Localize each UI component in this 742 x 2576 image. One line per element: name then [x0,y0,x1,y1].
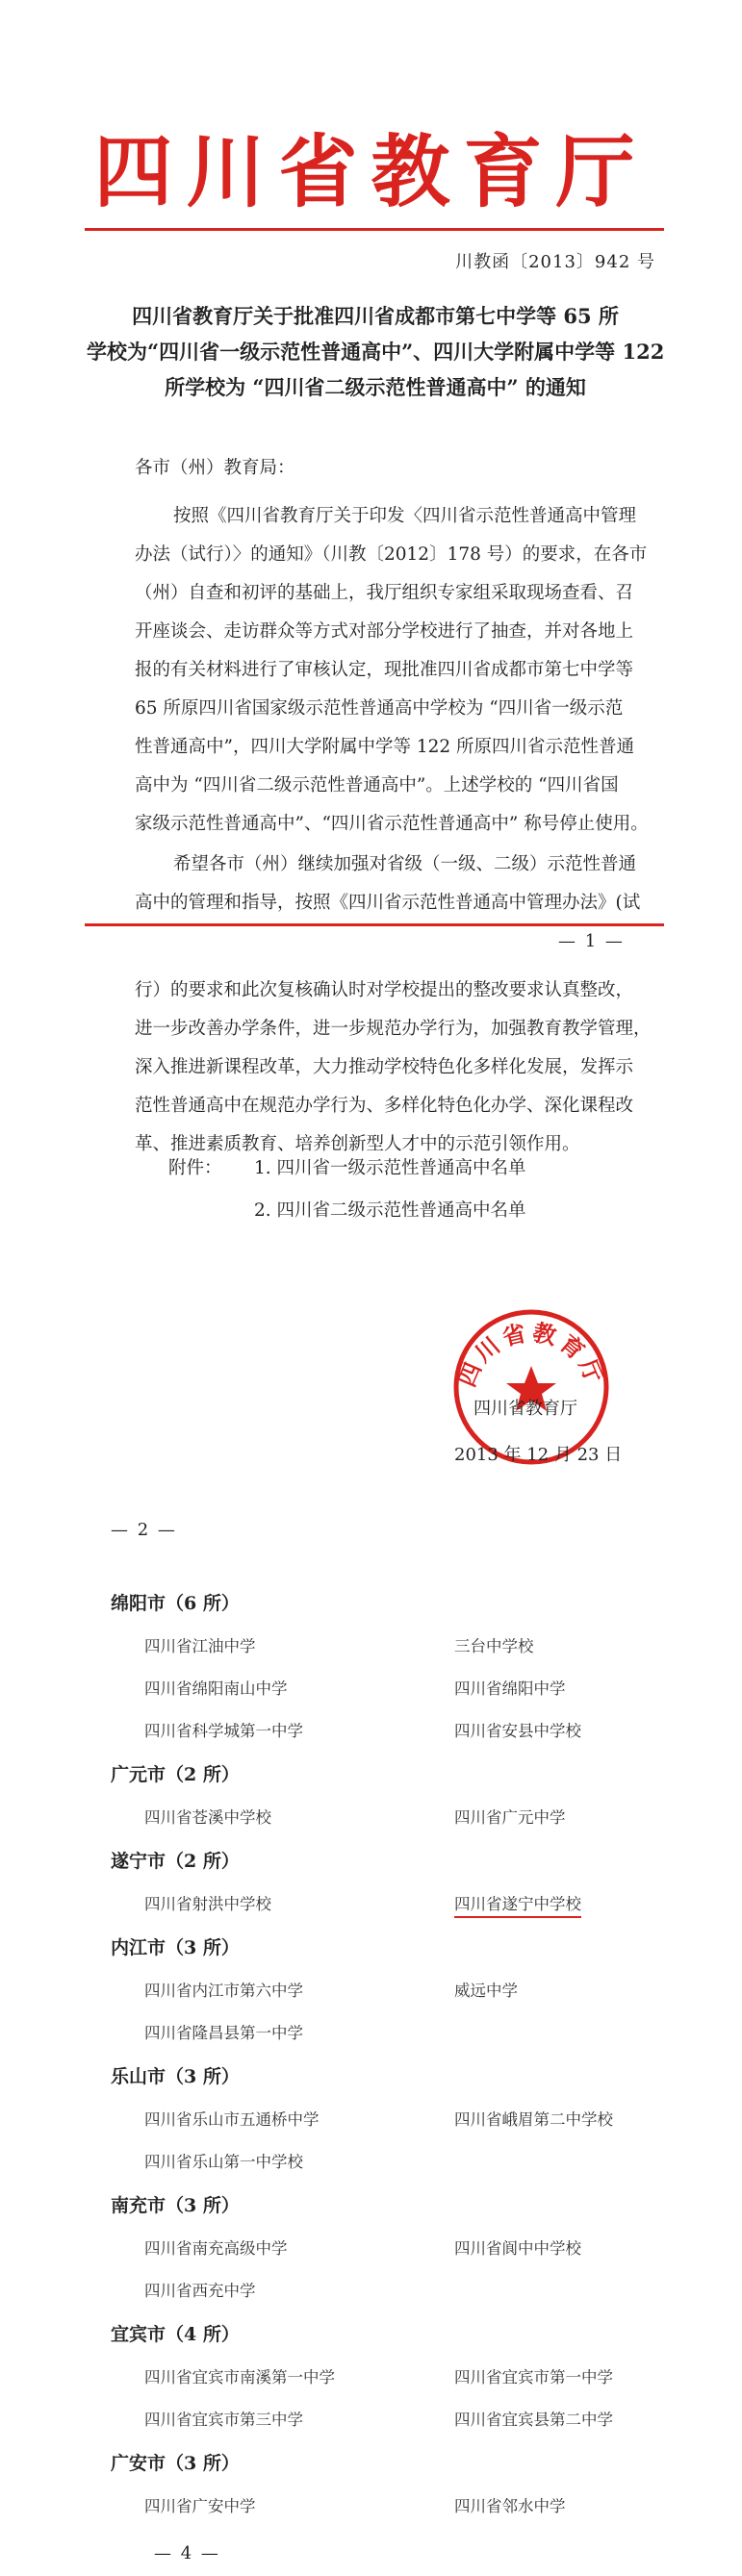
school-name: 四川省峨眉第二中学校 [454,2110,613,2129]
body-paragraph-1 [135,497,664,844]
text-line: 进一步改善办学条件，进一步规范办学行为，加强教育教学管理， [135,1019,652,1039]
svg-text:四川省教育厅: 四川省教育厅 [453,1318,609,1391]
text-line: 革、推进素质教育、培养创新型人才中的示范引领作用。 [135,1134,580,1154]
city-heading: 广元市（2 所） [111,1764,240,1785]
text-line: 按照《四川省教育厅关于印发〈四川省示范性普通高中管理 [173,506,637,526]
school-name: 四川省邻水中学 [454,2497,566,2515]
text-line: 深入推进新课程改革，大力推动学校特色化多样化发展，发挥示 [135,1057,634,1077]
school-name: 四川省科学城第一中学 [144,1722,303,1740]
text-line: 范性普通高中在规范办学行为、多样化特色化办学、深化课程改 [135,1096,634,1116]
page-number: — 2 — [111,1520,177,1540]
salutation: 各市（州）教育局： [135,458,295,478]
text-line: （州）自查和初评的基础上，我厅组织专家组采取现场查看、召 [135,583,634,603]
city-heading: 绵阳市（6 所） [111,1593,240,1614]
school-name: 四川省绵阳南山中学 [144,1679,288,1698]
school-name: 四川省广安中学 [144,2497,256,2515]
school-name: 四川省南充高级中学 [144,2239,288,2258]
school-name: 四川省宜宾市第一中学 [454,2368,613,2387]
text-line: 开座谈会、走访群众等方式对部分学校进行了抽查，并对各地上 [135,621,634,642]
notice-title-line: 学校为“四川省一级示范性普通高中”、四川大学附属中学等 122 [87,340,665,364]
body-paragraph-2 [135,846,664,922]
notice-title-line: 所学校为 “四川省二级示范性普通高中” 的通知 [165,375,586,399]
school-name: 四川省宜宾县第二中学 [454,2411,613,2429]
school-name: 四川省江油中学 [144,1637,256,1655]
school-name: 四川省安县中学校 [454,1722,581,1740]
school-name: 四川省宜宾市第三中学 [144,2411,303,2429]
school-name: 四川省绵阳中学 [454,1679,566,1698]
attachment-item: 2. 四川省二级示范性普通高中名单 [254,1200,526,1221]
text-line: 性普通高中”，四川大学附属中学等 122 所原四川省示范性普通 [135,737,635,757]
text-line: 高中的管理和指导，按照《四川省示范性普通高中管理办法》(试 [135,893,641,913]
city-heading: 内江市（3 所） [111,1937,240,1958]
school-name: 四川省乐山市五通桥中学 [144,2110,320,2129]
school-name-underlined: 四川省遂宁中学校 [454,1891,581,1918]
school-name: 威远中学 [454,1982,518,2000]
school-name: 三台中学校 [454,1637,534,1655]
school-name: 四川省射洪中学校 [144,1895,271,1913]
city-heading: 广安市（3 所） [111,2453,240,2474]
school-name: 四川省宜宾市南溪第一中学 [144,2368,335,2387]
text-line: 报的有关材料进行了审核认定，现批准四川省成都市第七中学等 [135,660,634,680]
school-name: 四川省阆中中学校 [454,2239,581,2258]
text-line: 家级示范性普通高中”、“四川省示范性普通高中” 称号停止使用。 [135,814,649,834]
signature-org: 四川省教育厅 [473,1399,577,1419]
text-line: 办法（试行）〉的通知》（川教〔2012〕178 号）的要求，在各市 [135,544,648,565]
text-line: 高中为 “四川省二级示范性普通高中”。上述学校的 “四川省国 [135,775,619,796]
document-number: 川教函〔2013〕942 号 [455,252,655,272]
city-heading: 遂宁市（2 所） [111,1851,240,1872]
school-name: 四川省西充中学 [144,2282,256,2300]
text-line: 行）的要求和此次复核确认时对学校提出的整改要求认真整改， [135,980,634,1000]
page-number: — 1 — [558,931,625,951]
signature-date: 2013 年 12 月 23 日 [454,1445,623,1465]
header-red-rule [85,228,664,231]
notice-title [87,298,664,405]
school-name: 四川省广元中学 [454,1808,566,1827]
text-line: 65 所原四川省国家级示范性普通高中学校为 “四川省一级示范 [135,698,624,719]
continuation-paragraph [135,972,664,1164]
attachment-label: 附件： [168,1158,222,1178]
text-line: 希望各市（州）继续加强对省级（一级、二级）示范性普通 [173,854,637,874]
school-name: 四川省苍溪中学校 [144,1808,271,1827]
page-break-red-rule [85,923,664,926]
city-heading: 宜宾市（4 所） [111,2324,240,2345]
school-name: 四川省内江市第六中学 [144,1982,303,2000]
school-name: 四川省隆昌县第一中学 [144,2024,303,2042]
city-heading: 南充市（3 所） [111,2195,240,2216]
notice-title-line: 四川省教育厅关于批准四川省成都市第七中学等 65 所 [132,304,619,328]
school-name: 四川省乐山第一中学校 [144,2153,303,2171]
attachment-item: 1. 四川省一级示范性普通高中名单 [254,1158,526,1178]
page-number: — 4 — [154,2543,220,2563]
org-header-title: 四川省教育厅 [93,127,649,218]
city-heading: 乐山市（3 所） [111,2066,240,2087]
